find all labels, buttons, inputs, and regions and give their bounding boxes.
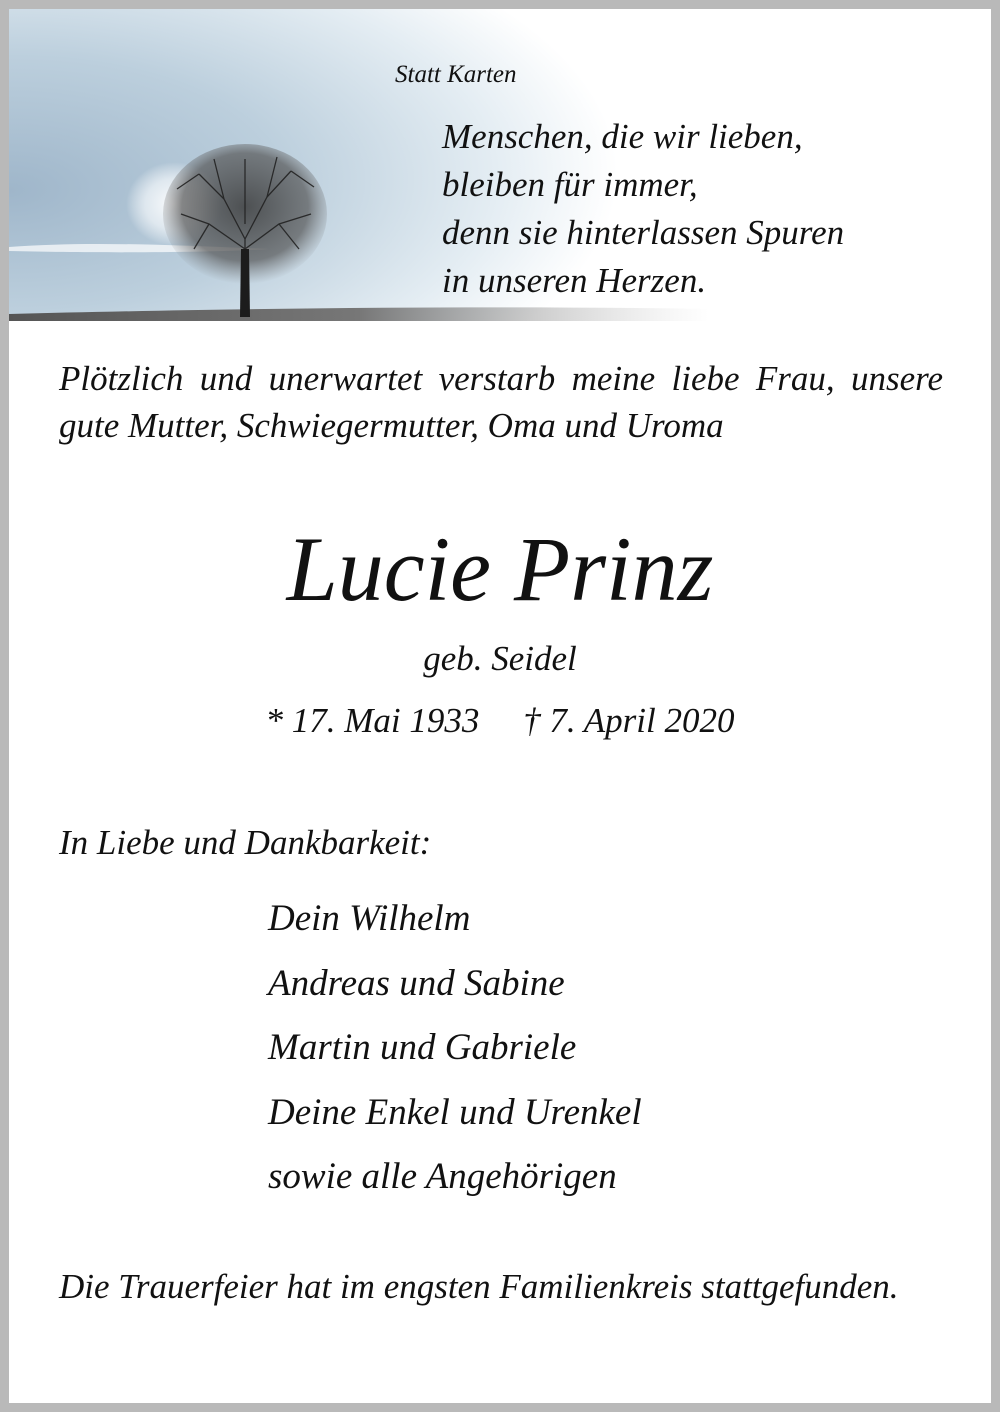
- mourner-name: Deine Enkel und Urenkel: [268, 1091, 642, 1133]
- memorial-poem: [442, 113, 844, 305]
- death-announcement-text: Plötzlich und unerwartet verstarb meine liebe Frau, unsere gute Mutter, Schwiegermutter, Oma und Uroma: [59, 359, 943, 445]
- statt-karten-label: Statt Karten: [395, 61, 517, 88]
- life-dates: * 17. Mai 1933 † 7. April 2020: [265, 701, 735, 740]
- poem-line: Menschen, die wir lieben,: [442, 117, 803, 156]
- mourner-name: sowie alle Angehörigen: [268, 1156, 617, 1197]
- poem-line: denn sie hinterlassen Spuren: [442, 213, 845, 252]
- funeral-notice: Die Trauerfeier hat im engsten Familienkreis stattgefunden.: [59, 1267, 899, 1306]
- mourner-name: Martin und Gabriele: [268, 1027, 577, 1068]
- deceased-name: Lucie Prinz: [286, 518, 714, 620]
- mourner-name: Dein Wilhelm: [268, 898, 471, 939]
- maiden-name: geb. Seidel: [423, 639, 577, 678]
- mourners-heading: In Liebe und Dankbarkeit:: [59, 823, 432, 862]
- poem-line: in unseren Herzen.: [442, 261, 707, 300]
- obituary-notice: [9, 9, 991, 1403]
- mourners-list: [268, 887, 642, 1210]
- poem-line: bleiben für immer,: [442, 165, 698, 204]
- mourner-name: Andreas und Sabine: [268, 962, 565, 1004]
